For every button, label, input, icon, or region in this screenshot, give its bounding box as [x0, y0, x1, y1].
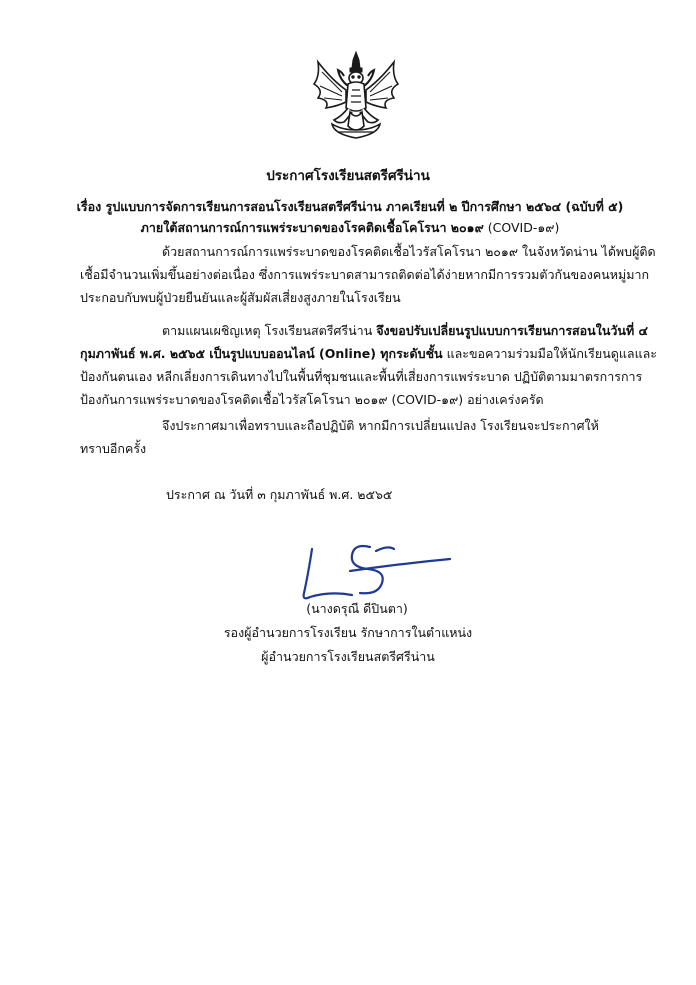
- paragraph-line: ป้องกันตนเอง หลีกเลี่ยงการเดินทางไปในพื้นที่ชุมชนและพื้นที่เสี่ยงการแพร่ระบาด ปฏิบัติตามมาตรการการ: [80, 369, 643, 384]
- paragraph-line: จึงประกาศมาเพื่อทราบและถือปฏิบัติ หากมีการเปลี่ยนแปลง โรงเรียนจะประกาศให้: [162, 418, 599, 433]
- paragraph-closing: [80, 414, 628, 460]
- plan-text: ตามแผนเผชิญเหตุ โรงเรียนสตรีศรีน่าน: [162, 323, 377, 338]
- paragraph-line: ประกอบกับพบผู้ป่วยยืนยันและผู้สัมผัสเสี่ยงสูงภายในโรงเรียน: [80, 290, 401, 305]
- paragraph-line: [80, 319, 648, 342]
- paragraph-line: ทราบอีกครั้ง: [80, 441, 147, 456]
- paragraph-situation: [80, 240, 656, 309]
- online-date-bold: กุมภาพันธ์ พ.ศ. ๒๕๖๕ เป็นรูปแบบออนไลน์ (Online) ทุกระดับชั้น: [80, 346, 443, 361]
- signer-name: (นางดรุณี ดีปินตา): [306, 601, 408, 616]
- signer-block: [0, 597, 696, 669]
- paragraph-line: เชื้อมีจำนวนเพิ่มขึ้นอย่างต่อเนื่อง ซึ่งการแพร่ระบาดสามารถติดต่อได้ง่ายหากมีการรวมตัวกันของคนหมู่มาก: [80, 267, 650, 282]
- paragraph-line: ป้องกันการแพร่ระบาดของโรคติดเชื้อไวรัสโคโรนา ๒๐๑๙ (COVID-๑๙) อย่างเคร่งครัด: [80, 392, 544, 407]
- announcement-date: ประกาศ ณ วันที่ ๓ กุมภาพันธ์ พ.ศ. ๒๕๖๕: [166, 487, 393, 502]
- cooperation-text: และขอความร่วมมือให้นักเรียนดูแลและ: [442, 346, 658, 361]
- subject-line-2-thai: ภายใต้สถานการณ์การแพร่ระบาดของโรคติดเชื้อโคโรนา ๒๐๑๙: [140, 220, 484, 235]
- online-announcement-bold: จึงขอปรับเปลี่ยนรูปแบบการเรียนการสอนในวันที่ ๔: [376, 323, 648, 338]
- subject-line-1: เรื่อง รูปแบบการจัดการเรียนการสอนโรงเรียนสตรีศรีน่าน ภาคเรียนที่ ๒ ปีการศึกษา ๒๕๖๔ (ฉบับที่ ๕): [76, 199, 624, 214]
- signer-position-1: รองผู้อำนวยการโรงเรียน รักษาการในตำแหน่ง: [223, 625, 473, 640]
- garuda-emblem-icon: [308, 50, 404, 142]
- paragraph-line: ด้วยสถานการณ์การแพร่ระบาดของโรคติดเชื้อไวรัสโคโรนา ๒๐๑๙ ในจังหวัดน่าน ได้พบผู้ติด: [162, 244, 656, 259]
- announcement-title: ประกาศโรงเรียนสตรีศรีน่าน: [266, 168, 430, 184]
- subject-line-2-covid: (COVID-๑๙): [483, 220, 560, 235]
- paragraph-measures: [80, 319, 658, 411]
- subject-line-2: [60, 217, 640, 238]
- paragraph-line: [80, 342, 658, 365]
- subject-heading: [60, 196, 640, 238]
- signer-position-2: ผู้อำนวยการโรงเรียนสตรีศรีน่าน: [261, 649, 435, 664]
